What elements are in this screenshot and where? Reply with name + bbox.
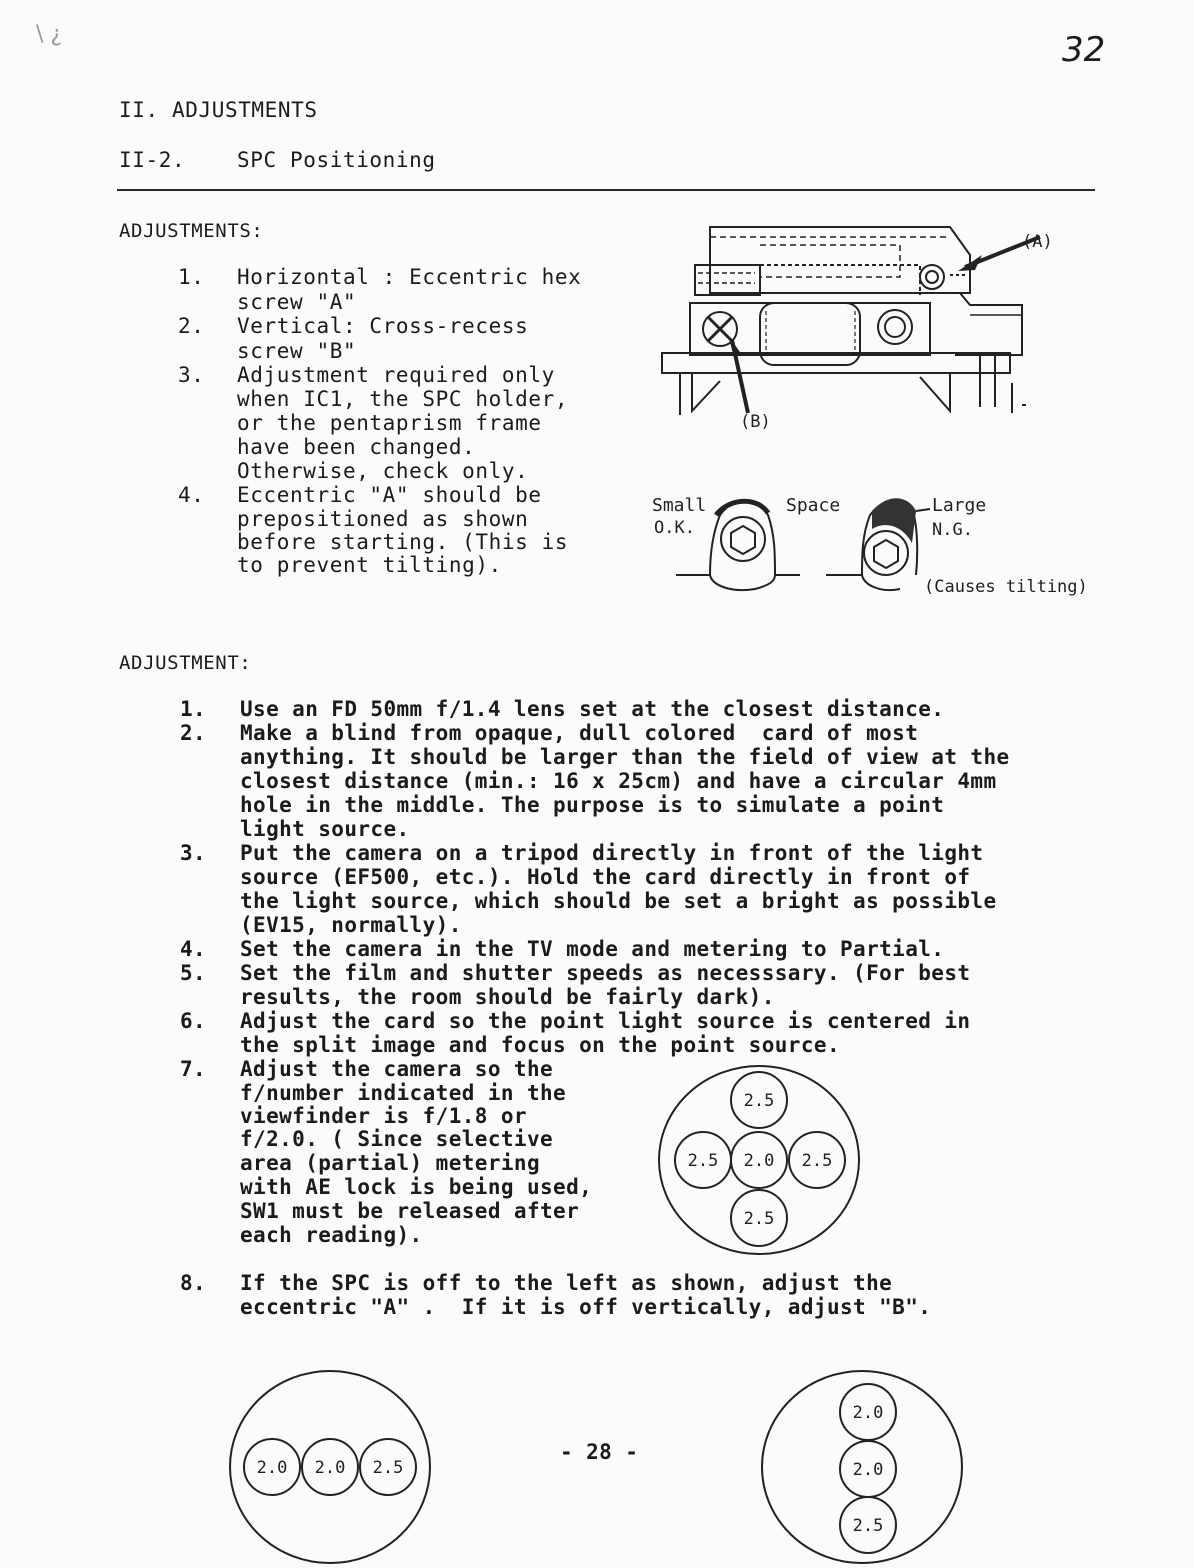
list-item-line: have been changed. (237, 435, 476, 459)
list-item-line: SW1 must be released after (240, 1199, 580, 1223)
list-item-line: closest distance (min.: 16 x 25cm) and have a circular 4mm (240, 769, 997, 793)
vfh-right-value: 2.5 (372, 1458, 404, 1478)
list-item-number: 8. (180, 1271, 207, 1295)
vfh-left-value: 2.0 (256, 1458, 288, 1478)
list-item-number: 1. (180, 697, 207, 721)
list-item-line: If the SPC is off to the left as shown, adjust the (240, 1271, 893, 1295)
page-mark: 32 (1062, 30, 1106, 70)
corner-mark: \ ¿ (36, 22, 63, 47)
list-item-line: Adjustment required only (237, 363, 555, 387)
ok-label: O.K. (654, 518, 695, 538)
vfh-center-value: 2.0 (314, 1458, 346, 1478)
vf-right-value: 2.5 (801, 1151, 833, 1171)
list-item-line: Set the film and shutter speeds as necesssary. (For best (240, 961, 971, 985)
subsection-title: SPC Positioning (237, 148, 436, 172)
space-label: Space (786, 495, 841, 516)
list-item-line: each reading). (240, 1223, 423, 1247)
list-item-line: anything. It should be larger than the field of view at the (240, 745, 1010, 769)
list-item-line: area (partial) metering (240, 1151, 540, 1175)
label-b: (B) (740, 412, 771, 432)
list-item-line: f/number indicated in the (240, 1081, 567, 1105)
vf-bottom-value: 2.5 (743, 1209, 775, 1229)
list-item-line: Eccentric "A" should be (237, 483, 542, 507)
causes-label: (Causes tilting) (924, 577, 1088, 597)
list-item-line: or the pentaprism frame (237, 411, 542, 435)
list-item-line: screw "B" (237, 339, 357, 363)
vfv-middle-value: 2.0 (852, 1460, 884, 1480)
list-item-line: prepositioned as shown (237, 507, 529, 531)
vfv-top-value: 2.0 (852, 1403, 884, 1423)
list-item-number: 2. (180, 721, 207, 745)
label-a: (A) (1022, 232, 1053, 252)
list-item-line: f/2.0. ( Since selective (240, 1127, 554, 1151)
vf-center-value: 2.0 (743, 1151, 775, 1171)
viewfinder-horizontal-figure (226, 1367, 436, 1567)
viewfinder-centered-figure (655, 1062, 865, 1262)
viewfinder-vertical-figure (758, 1367, 968, 1567)
ng-label: N.G. (932, 520, 973, 540)
list-item-line: hole in the middle. The purpose is to simulate a point (240, 793, 945, 817)
adjustments-heading: ADJUSTMENTS: (119, 220, 264, 242)
list-item-line: source (EF500, etc.). Hold the card directly in front of (240, 865, 971, 889)
list-item-line: Set the camera in the TV mode and metering to Partial. (240, 937, 945, 961)
list-item-number: 6. (180, 1009, 207, 1033)
list-item-line: the light source, which should be set a bright as possible (240, 889, 997, 913)
list-item-number: 2. (178, 314, 205, 338)
list-item-line: before starting. (This is (237, 530, 569, 554)
list-item-line: Adjust the card so the point light source is centered in (240, 1009, 971, 1033)
list-item-line: eccentric "A" . If it is off vertically, adjust "B". (240, 1295, 932, 1319)
list-item-line: Adjust the camera so the (240, 1057, 554, 1081)
list-item-number: 3. (180, 841, 207, 865)
list-item-line: Horizontal : Eccentric hex (237, 265, 582, 289)
adjustment-heading: ADJUSTMENT: (119, 652, 252, 674)
vf-left-value: 2.5 (687, 1151, 719, 1171)
list-item-line: with AE lock is being used, (240, 1175, 593, 1199)
list-item-line: Use an FD 50mm f/1.4 lens set at the closest distance. (240, 697, 945, 721)
list-item-number: 1. (178, 265, 205, 289)
list-item-line: the split image and focus on the point source. (240, 1033, 840, 1057)
subsection-number: II-2. (119, 148, 186, 172)
list-item-line: Put the camera on a tripod directly in front of the light (240, 841, 984, 865)
divider (117, 189, 1095, 191)
eccentric-position-figure (650, 485, 1120, 615)
list-item-line: viewfinder is f/1.8 or (240, 1104, 527, 1128)
section-title: II. ADJUSTMENTS (119, 98, 318, 122)
vfv-bottom-value: 2.5 (852, 1516, 884, 1536)
list-item-number: 3. (178, 363, 205, 387)
list-item-number: 5. (180, 961, 207, 985)
vf-top-value: 2.5 (743, 1091, 775, 1111)
spc-holder-figure (650, 215, 1070, 440)
large-label: Large (932, 495, 987, 516)
list-item-number: 4. (178, 483, 205, 507)
list-item-line: results, the room should be fairly dark). (240, 985, 775, 1009)
list-item-number: 7. (180, 1057, 207, 1081)
list-item-number: 4. (180, 937, 207, 961)
small-label: Small (652, 495, 707, 516)
page-number: - 28 - (560, 1440, 639, 1464)
list-item-line: (EV15, normally). (240, 913, 462, 937)
list-item-line: screw "A" (237, 290, 357, 314)
list-item-line: to prevent tilting). (237, 553, 502, 577)
list-item-line: Vertical: Cross-recess (237, 314, 529, 338)
list-item-line: Otherwise, check only. (237, 459, 529, 483)
list-item-line: when IC1, the SPC holder, (237, 387, 569, 411)
list-item-line: Make a blind from opaque, dull colored card of most (240, 721, 919, 745)
list-item-line: light source. (240, 817, 410, 841)
